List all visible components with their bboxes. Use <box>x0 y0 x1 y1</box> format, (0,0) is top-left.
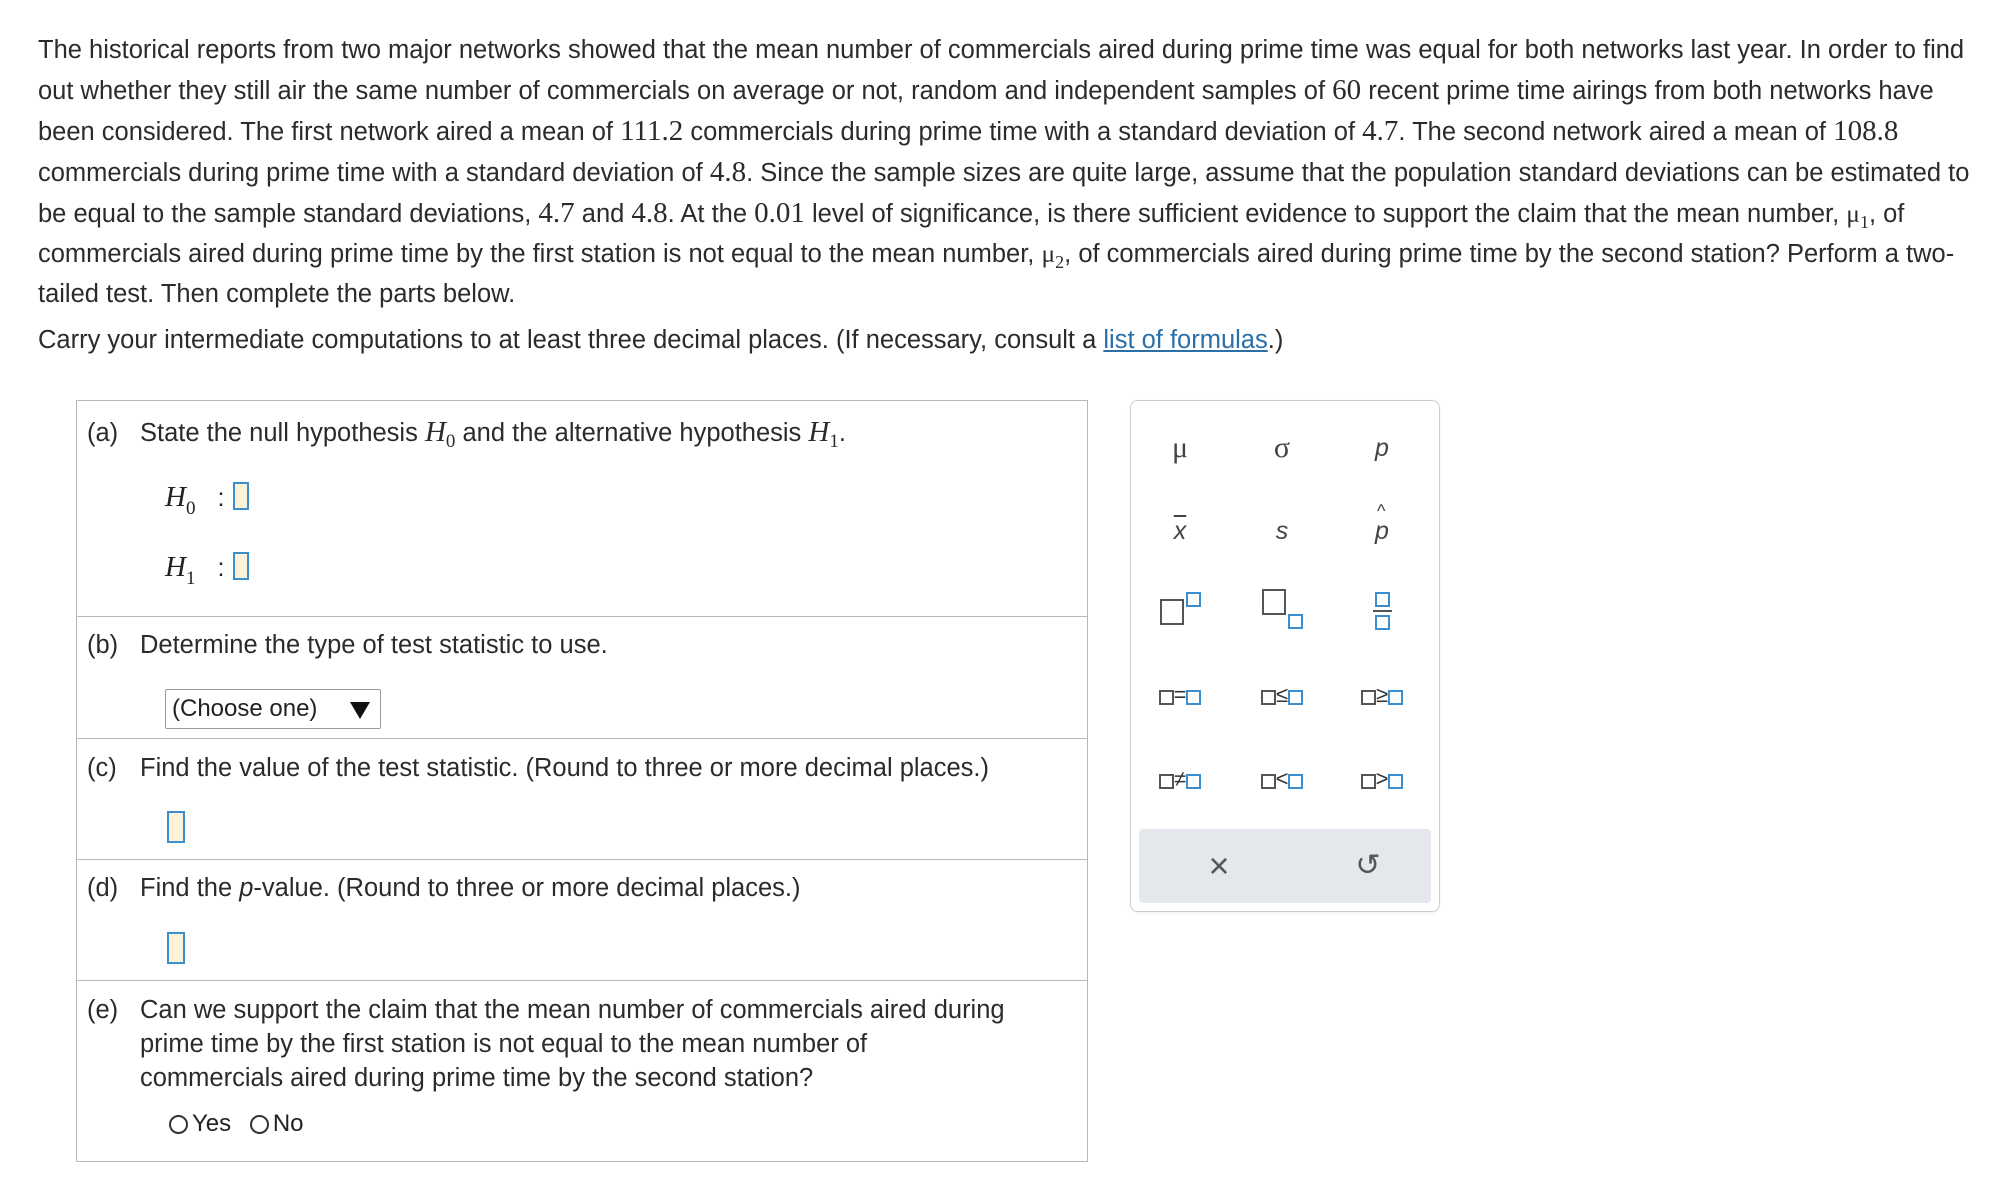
undo-icon: ↺ <box>1355 849 1381 882</box>
part-b: (b) Determine the type of test statistic to use. (Choose one) <box>77 617 1087 739</box>
palette-footer <box>1139 829 1431 903</box>
x-bar-button[interactable]: $\overline{x}$ <box>1173 517 1187 545</box>
alternative-hypothesis: $H_1$ : <box>165 551 249 584</box>
p-hat-button[interactable]: ^ p <box>1375 501 1389 545</box>
subscript-button[interactable] <box>1249 589 1315 633</box>
mu-button[interactable]: μ <box>1171 431 1189 464</box>
no-radio[interactable] <box>250 1115 269 1134</box>
s-button[interactable]: s <box>1275 517 1289 545</box>
math-palette <box>1130 400 1440 912</box>
sigma-button[interactable]: σ <box>1273 431 1291 464</box>
less-than-button[interactable]: < <box>1249 757 1315 801</box>
support-claim-options: Yes No <box>169 1110 304 1138</box>
problem-statement: The historical reports from two major networks showed that the mean number of commercials aired during prime time was equal for both networks last year. In order to find out whether they still air the same number of commercials on average or not, random and independent samples of 60 recent prime time airings from both networks have been considered. The first network aired a mean of 111.2 commercials during prime time with a standard deviation of 4.7. The second network aired a mean of 108.8 commercials during prime time with a standard deviation of 4.8. Since the sample sizes are quite large, assume that the population standard deviations can be estimated to be equal to the sample standard deviations, 4.7 and 4.8. At the 0.01 level of significance, is there sufficient evidence to support the claim that the mean number, $\mu_1$, of commercials aired during prime time by the first station is not equal to the mean number, $\mu_2$, of commercials aired during prime time by the second station? Perform a two-tailed test. Then complete the parts below. <box>38 36 1970 308</box>
not-equal-button[interactable]: ≠ <box>1147 757 1213 801</box>
yes-radio[interactable] <box>169 1115 188 1134</box>
clear-button[interactable] <box>1186 844 1252 888</box>
fraction-button[interactable] <box>1349 589 1415 633</box>
greater-equal-button[interactable]: ≥ <box>1349 673 1415 717</box>
close-icon: × <box>1208 845 1230 886</box>
p-button[interactable]: p <box>1375 434 1389 462</box>
less-equal-button[interactable]: ≤ <box>1249 673 1315 717</box>
equals-button[interactable]: = <box>1147 673 1213 717</box>
part-d: (d) Find the p-value. (Round to three or more decimal places.) <box>77 860 1087 981</box>
test-statistic-select[interactable]: (Choose one) <box>165 689 381 729</box>
undo-button[interactable] <box>1335 844 1401 888</box>
question-table <box>76 400 1088 1162</box>
null-hypothesis-input[interactable] <box>233 482 249 510</box>
p-value-input[interactable] <box>167 932 185 964</box>
superscript-button[interactable] <box>1147 589 1213 633</box>
null-hypothesis: $H_0$ : <box>165 481 249 514</box>
test-statistic-input[interactable] <box>167 811 185 843</box>
alternative-hypothesis-input[interactable] <box>233 552 249 580</box>
part-e: (e) Can we support the claim that the mean number of commercials aired during prime time by the first station is not equal to the mean number of commercials aired during prime time by the second station? Yes No <box>87 996 1005 1137</box>
part-c: (c) Find the value of the test statistic. (Round to three or more decimal places.) <box>77 739 1087 860</box>
part-a: (a) State the null hypothesis $H_0$ and the alternative hypothesis $H_1$. $H_0$ : $H_1$ : <box>77 401 1087 617</box>
formulas-link[interactable]: list of formulas <box>1103 326 1268 354</box>
dropdown-arrow-icon <box>350 702 370 719</box>
instructions: Carry your intermediate computations to at least three decimal places. (If necessary, consult a list of formulas.) <box>38 326 1284 354</box>
greater-than-button[interactable]: > <box>1349 757 1415 801</box>
